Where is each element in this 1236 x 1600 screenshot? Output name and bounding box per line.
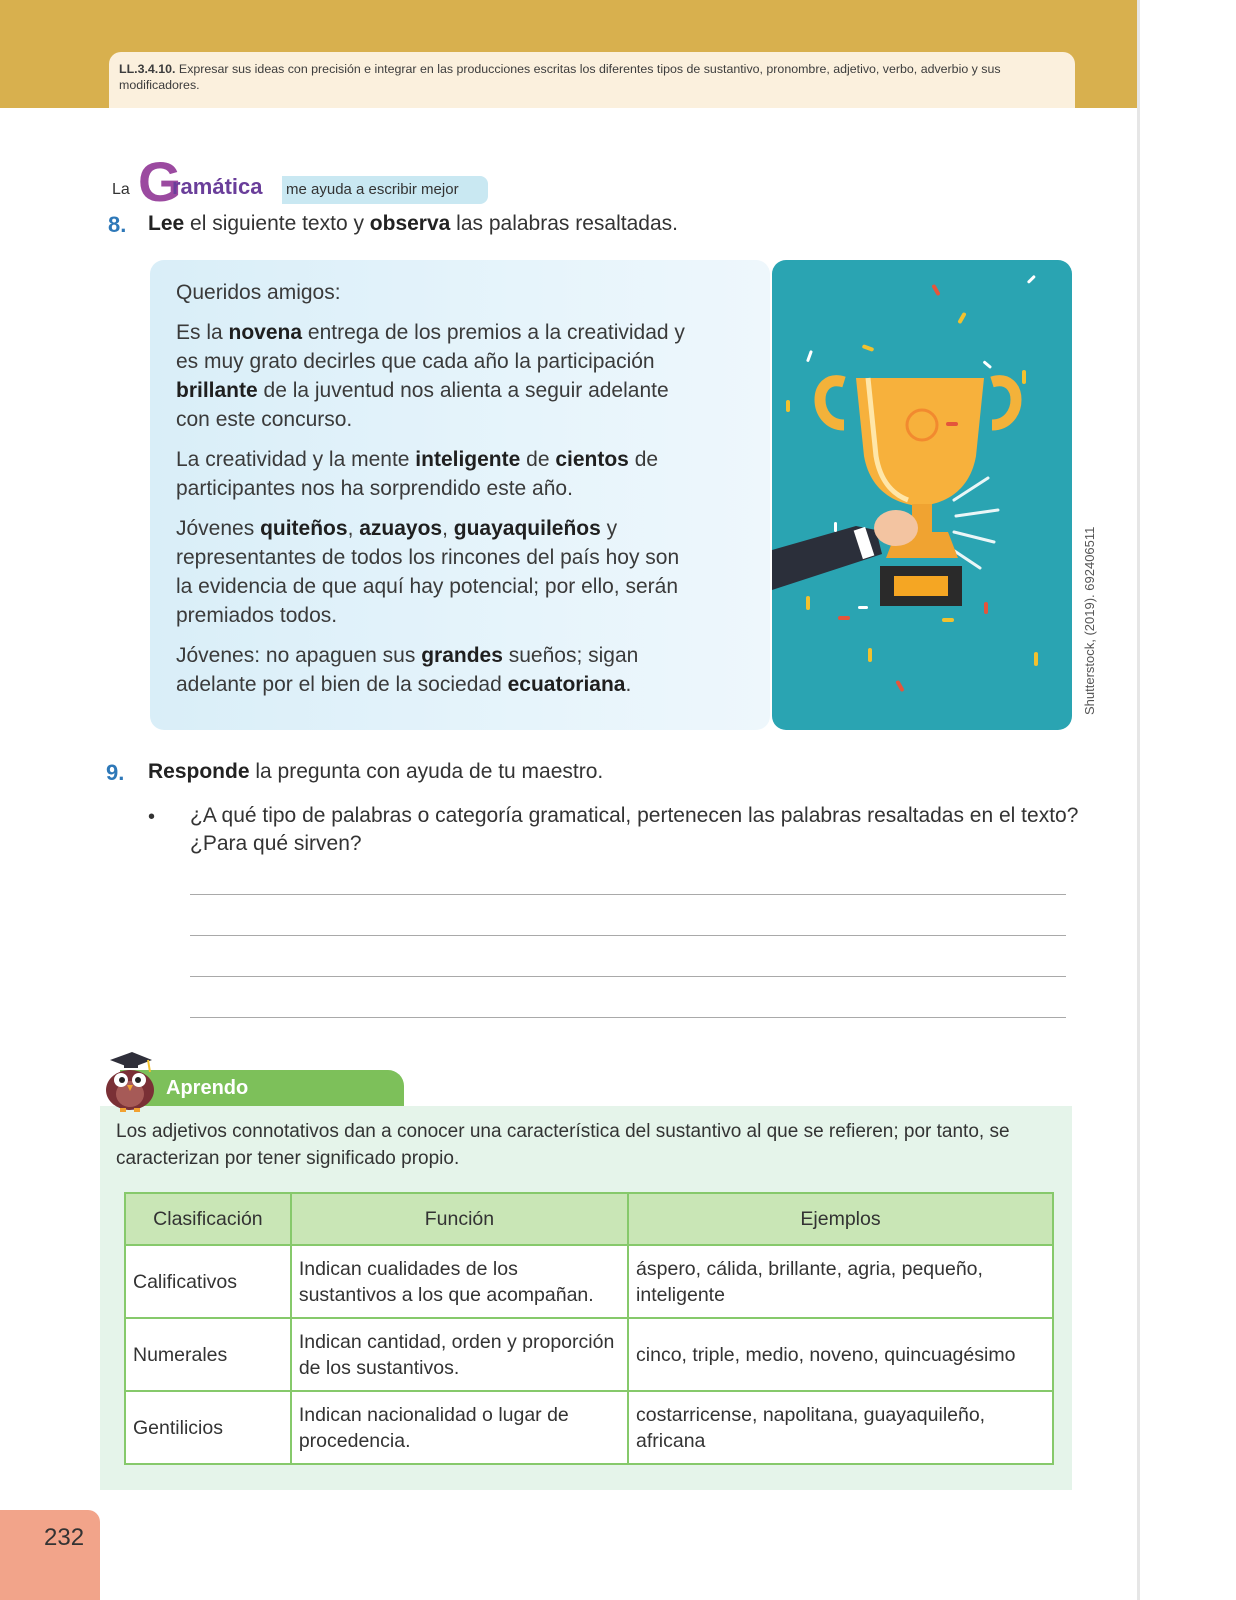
aprendo-tab [120,1070,404,1106]
page-number: 232 [44,1524,85,1551]
answer-line[interactable] [190,1017,1066,1018]
highlighted-word: guayaquileños [453,517,601,540]
table-cell: Gentilicios [125,1391,291,1464]
highlighted-word: novena [228,321,303,344]
table-cell: cinco, triple, medio, noveno, quincuagésimo [628,1318,1053,1391]
highlighted-word: ecuatoriana [507,673,626,696]
letter-paragraph-3 [176,514,696,630]
table-cell: Indican cantidad, orden y proporción de los sustantivos. [291,1318,628,1391]
grammar-banner [108,150,488,213]
trophy-illustration [772,260,1072,730]
answer-line[interactable] [190,976,1066,977]
banner-g-letter: G [138,150,182,213]
aprendo-label: Aprendo [166,1077,249,1099]
table-cell: Numerales [125,1318,291,1391]
text-run: Jóvenes: no apaguen sus [176,644,422,667]
skill-criterion [109,52,1075,108]
answer-line[interactable] [190,935,1066,936]
letter-paragraph-1 [176,318,696,434]
owl-mascot-icon [96,1050,160,1112]
question-9-text: la pregunta con ayuda de tu maestro. [249,760,604,783]
table-cell: Calificativos [125,1245,291,1318]
question-9-instruction [148,760,603,784]
text-run: , [347,517,360,540]
text-run: de participantes nos ha sorprendido este año. [176,448,659,500]
text-run: , [442,517,454,540]
banner-title: ramática [172,174,263,199]
table-row [125,1245,1053,1318]
question-8-verb-read: Lee [148,212,185,235]
text-run: de la juventud nos alienta a seguir adelante con este concurso. [176,379,669,431]
highlighted-word: cientos [555,448,629,471]
banner-subtitle: me ayuda a escribir mejor [286,181,459,198]
trophy-icon [772,260,1072,730]
text-run: La creatividad y la mente [176,448,416,471]
letter-paragraph-4 [176,641,696,699]
question-8-verb-observe: observa [369,212,451,235]
text-run: Jóvenes [176,517,261,540]
skill-text: Expresar sus ideas con precisión e integrar en las producciones escritas los diferentes tipos de sustantivo, pronombre, adjetivo, verbo, adverbio y sus modificadores. [119,62,1001,92]
header-classification: Clasificación [125,1193,291,1245]
table-row [125,1318,1053,1391]
question-9-verb: Responde [148,760,250,783]
question-8-instruction [148,212,678,236]
header-examples: Ejemplos [628,1193,1053,1245]
question-8-text-1: el siguiente texto y [184,212,370,235]
table-row [125,1391,1053,1464]
question-8-number: 8. [108,212,127,237]
highlighted-word: inteligente [415,448,521,471]
text-run: y representantes de todos los rincones del país hoy son la evidencia de que aquí hay potencial; por ello, serán premiados todos. [176,517,680,627]
header-function: Función [291,1193,628,1245]
text-run: Es la [176,321,229,344]
table-cell: Indican nacionalidad o lugar de procedencia. [291,1391,628,1464]
table-cell: Indican cualidades de los sustantivos a los que acompañan. [291,1245,628,1318]
highlighted-word: grandes [421,644,503,667]
banner-la: La [112,181,130,198]
answer-line[interactable] [190,894,1066,895]
question-9-number: 9. [106,760,125,785]
highlighted-word: azuayos [359,517,443,540]
skill-code: LL.3.4.10. [119,62,176,76]
highlighted-word: quiteños [260,517,348,540]
text-run: de [520,448,556,471]
adjectives-table [124,1192,1054,1465]
text-run: entrega de los premios a la creatividad y es muy grato decirles que cada año la participación [176,321,685,373]
image-credit: Shutterstock, (2019). 692406511 [1082,526,1097,715]
page-edge [1137,0,1140,1600]
letter-paragraph-2 [176,445,696,503]
bullet-point: • [148,806,156,828]
table-cell: costarricense, napolitana, guayaquileño, africana [628,1391,1053,1464]
question-9-prompt: ¿A qué tipo de palabras o categoría gramatical, pertenecen las palabras resaltadas en el texto? ¿Para qué sirven? [190,804,1079,855]
highlighted-word: brillante [176,379,258,402]
question-8-text-2: las palabras resaltadas. [450,212,678,235]
text-run: . [625,673,632,696]
text-run: sueños; sigan adelante por el bien de la sociedad [176,644,639,696]
aprendo-intro: Los adjetivos connotativos dan a conocer una característica del sustantivo al que se refieren; por tanto, se caracterizan por tener significado propio. [116,1121,1010,1169]
letter-text [176,278,696,710]
table-cell: áspero, cálida, brillante, agria, pequeño, inteligente [628,1245,1053,1318]
letter-greeting: Queridos amigos: [176,281,341,304]
table-header-row [125,1193,1053,1245]
